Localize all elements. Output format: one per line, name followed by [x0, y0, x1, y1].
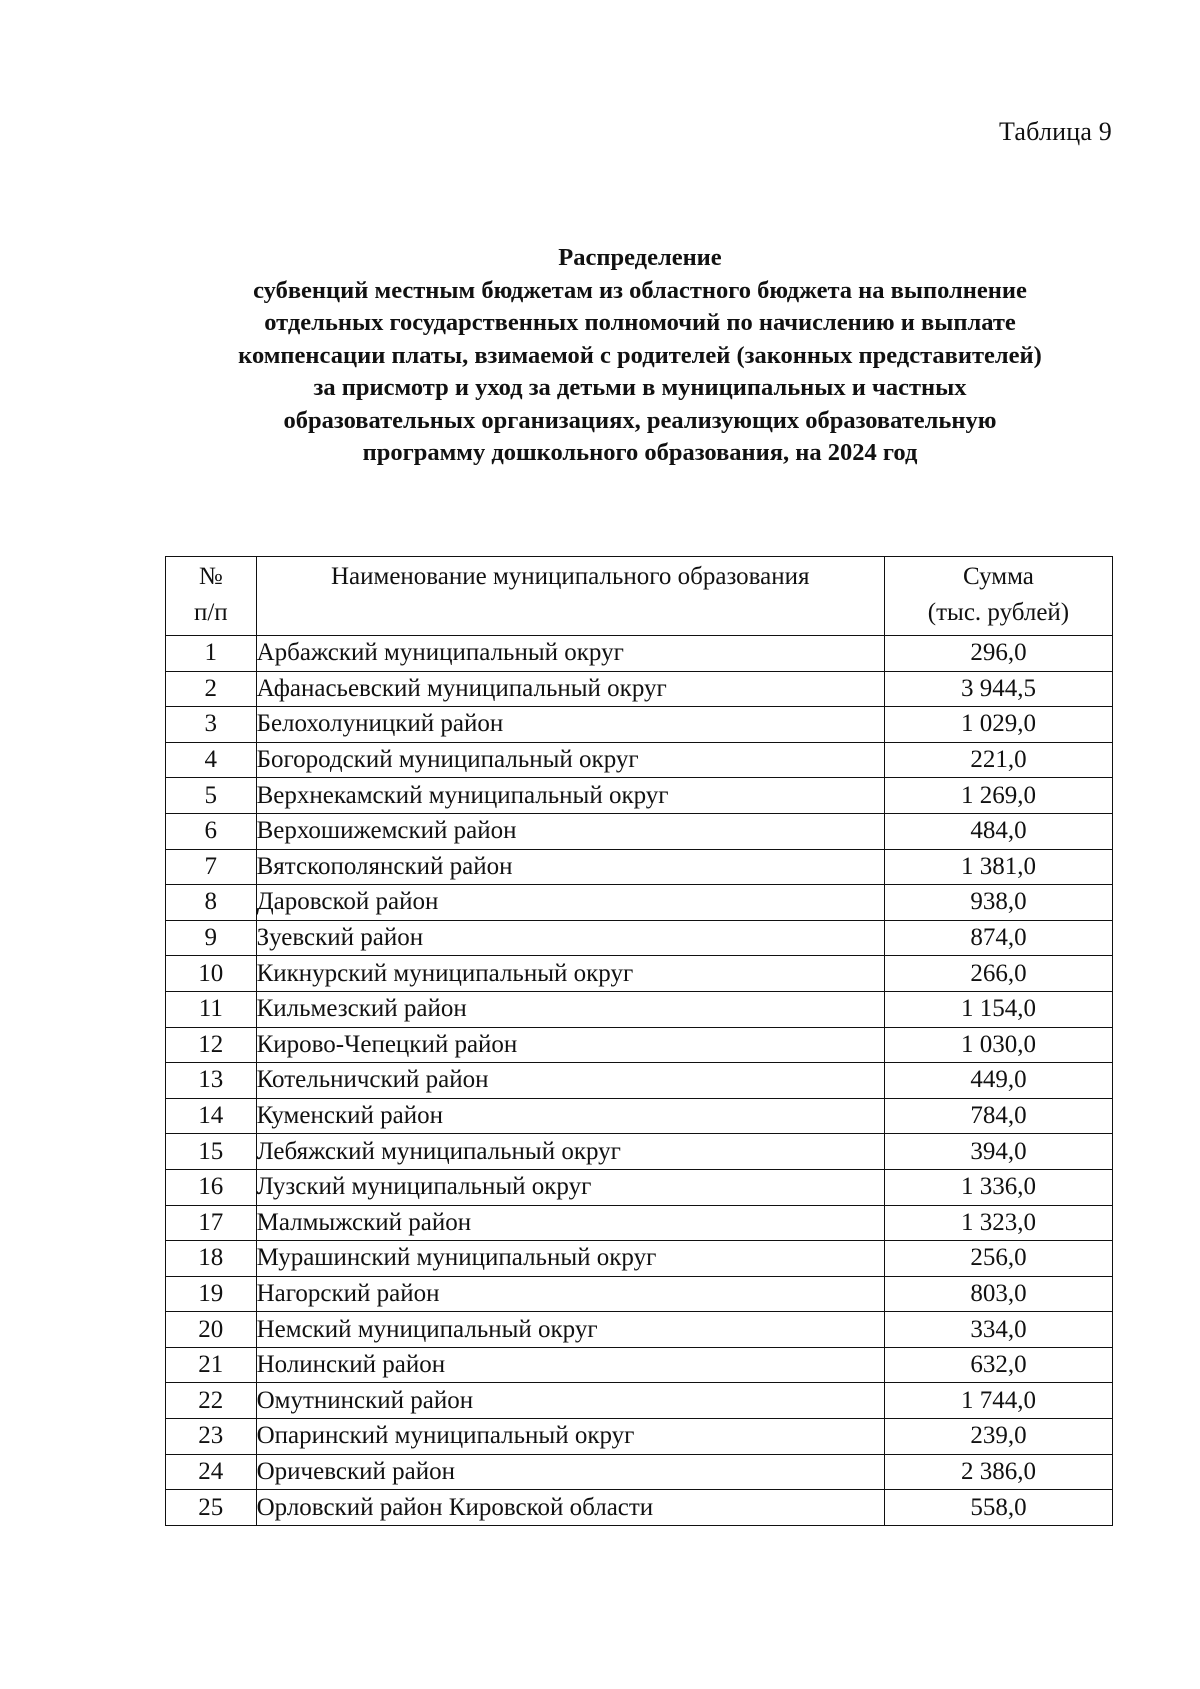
table-row — [166, 1347, 1113, 1383]
row-sum-cell: 1 154,0 — [884, 991, 1112, 1027]
row-number-cell: 3 — [166, 707, 257, 743]
row-sum-cell: 484,0 — [884, 813, 1112, 849]
heading-line: за присмотр и уход за детьми в муниципальных и частных — [313, 374, 967, 401]
row-number-cell: 5 — [166, 778, 257, 814]
heading-line: образовательных организациях, реализующих образовательную — [283, 406, 997, 434]
row-number-cell: 8 — [166, 885, 257, 921]
row-sum-cell: 394,0 — [884, 1134, 1112, 1170]
row-number-cell: 19 — [166, 1276, 257, 1312]
row-sum-cell: 938,0 — [884, 885, 1112, 921]
table-row — [166, 671, 1113, 707]
row-sum-cell: 1 269,0 — [884, 778, 1112, 814]
row-sum-cell: 558,0 — [884, 1490, 1112, 1526]
row-sum-cell: 256,0 — [884, 1241, 1112, 1277]
row-sum-cell: 239,0 — [884, 1419, 1112, 1455]
table-row — [166, 742, 1113, 778]
row-number-cell: 9 — [166, 920, 257, 956]
row-municipality-cell: Верхошижемский район — [256, 813, 884, 849]
row-municipality-cell: Нолинский район — [256, 1347, 884, 1383]
document-heading — [120, 242, 1160, 470]
row-sum-cell: 1 323,0 — [884, 1205, 1112, 1241]
row-sum-cell: 449,0 — [884, 1063, 1112, 1099]
row-sum-cell: 1 381,0 — [884, 849, 1112, 885]
row-number-cell: 7 — [166, 849, 257, 885]
row-sum-cell: 334,0 — [884, 1312, 1112, 1348]
heading-line: программу дошкольного образования, на 2024 год — [362, 439, 918, 466]
table-row — [166, 813, 1113, 849]
header-sum — [884, 557, 1112, 636]
row-municipality-cell: Куменский район — [256, 1098, 884, 1134]
row-number-cell: 13 — [166, 1063, 257, 1099]
header-number-line1: № — [198, 563, 223, 590]
row-number-cell: 17 — [166, 1205, 257, 1241]
row-municipality-cell: Котельничский район — [256, 1063, 884, 1099]
row-municipality-cell: Нагорский район — [256, 1276, 884, 1312]
row-municipality-cell: Лузский муниципальный округ — [256, 1169, 884, 1205]
row-number-cell: 14 — [166, 1098, 257, 1134]
row-municipality-cell: Кирово-Чепецкий район — [256, 1027, 884, 1063]
row-sum-cell: 3 944,5 — [884, 671, 1112, 707]
header-number — [166, 557, 257, 636]
row-municipality-cell: Немский муниципальный округ — [256, 1312, 884, 1348]
subsidy-distribution-table — [165, 556, 1113, 1526]
header-sum-line1: Сумма — [963, 563, 1034, 590]
row-number-cell: 22 — [166, 1383, 257, 1419]
row-municipality-cell: Зуевский район — [256, 920, 884, 956]
row-number-cell: 10 — [166, 956, 257, 992]
row-municipality-cell: Арбажский муниципальный округ — [256, 636, 884, 672]
row-sum-cell: 784,0 — [884, 1098, 1112, 1134]
row-number-cell: 25 — [166, 1490, 257, 1526]
row-number-cell: 24 — [166, 1454, 257, 1490]
table-row — [166, 1312, 1113, 1348]
table-row — [166, 1134, 1113, 1170]
row-sum-cell: 1 029,0 — [884, 707, 1112, 743]
table-number-label: Таблица 9 — [999, 117, 1112, 146]
row-number-cell: 6 — [166, 813, 257, 849]
row-municipality-cell: Оричевский район — [256, 1454, 884, 1490]
row-sum-cell: 296,0 — [884, 636, 1112, 672]
table-body — [166, 636, 1113, 1526]
table-row — [166, 991, 1113, 1027]
row-municipality-cell: Мурашинский муниципальный округ — [256, 1241, 884, 1277]
table-row — [166, 1063, 1113, 1099]
row-sum-cell: 874,0 — [884, 920, 1112, 956]
table-row — [166, 1419, 1113, 1455]
table-row — [166, 885, 1113, 921]
row-municipality-cell: Богородский муниципальный округ — [256, 742, 884, 778]
table-row — [166, 1276, 1113, 1312]
row-sum-cell: 632,0 — [884, 1347, 1112, 1383]
heading-line: Распределение — [558, 244, 722, 271]
row-sum-cell: 1 336,0 — [884, 1169, 1112, 1205]
table-row — [166, 1241, 1113, 1277]
row-number-cell: 23 — [166, 1419, 257, 1455]
row-number-cell: 15 — [166, 1134, 257, 1170]
table-row — [166, 1027, 1113, 1063]
table-row — [166, 1454, 1113, 1490]
row-municipality-cell: Опаринский муниципальный округ — [256, 1419, 884, 1455]
header-number-line2: п/п — [193, 599, 228, 626]
row-sum-cell: 1 744,0 — [884, 1383, 1112, 1419]
row-municipality-cell: Кильмезский район — [256, 991, 884, 1027]
heading-line: отдельных государственных полномочий по начислению и выплате — [264, 309, 1016, 336]
table-row — [166, 1098, 1113, 1134]
table-row — [166, 1169, 1113, 1205]
table-row — [166, 636, 1113, 672]
row-number-cell: 11 — [166, 991, 257, 1027]
row-municipality-cell: Кикнурский муниципальный округ — [256, 956, 884, 992]
row-municipality-cell: Омутнинский район — [256, 1383, 884, 1419]
row-municipality-cell: Верхнекамский муниципальный округ — [256, 778, 884, 814]
row-sum-cell: 221,0 — [884, 742, 1112, 778]
row-municipality-cell: Орловский район Кировской области — [256, 1490, 884, 1526]
table-row — [166, 707, 1113, 743]
table-row — [166, 920, 1113, 956]
row-municipality-cell: Даровской район — [256, 885, 884, 921]
row-sum-cell: 803,0 — [884, 1276, 1112, 1312]
table-row — [166, 778, 1113, 814]
table-row — [166, 849, 1113, 885]
row-municipality-cell: Вятскополянский район — [256, 849, 884, 885]
row-number-cell: 21 — [166, 1347, 257, 1383]
row-number-cell: 1 — [166, 636, 257, 672]
row-number-cell: 18 — [166, 1241, 257, 1277]
row-municipality-cell: Белохолуницкий район — [256, 707, 884, 743]
row-number-cell: 2 — [166, 671, 257, 707]
row-municipality-cell: Лебяжский муниципальный округ — [256, 1134, 884, 1170]
row-number-cell: 4 — [166, 742, 257, 778]
table-row — [166, 1205, 1113, 1241]
table-row — [166, 1383, 1113, 1419]
row-municipality-cell: Малмыжский район — [256, 1205, 884, 1241]
row-sum-cell: 1 030,0 — [884, 1027, 1112, 1063]
heading-line: компенсации платы, взимаемой с родителей (законных представителей) — [238, 341, 1042, 369]
header-sum-line2: (тыс. рублей) — [927, 599, 1070, 626]
row-number-cell: 12 — [166, 1027, 257, 1063]
header-municipality-name: Наименование муниципального образования — [256, 557, 884, 636]
heading-line: субвенций местным бюджетам из областного бюджета на выполнение — [253, 276, 1027, 304]
row-sum-cell: 2 386,0 — [884, 1454, 1112, 1490]
row-municipality-cell: Афанасьевский муниципальный округ — [256, 671, 884, 707]
row-number-cell: 16 — [166, 1169, 257, 1205]
row-number-cell: 20 — [166, 1312, 257, 1348]
table-row — [166, 1490, 1113, 1526]
table-row — [166, 956, 1113, 992]
row-sum-cell: 266,0 — [884, 956, 1112, 992]
table-header-row — [166, 557, 1113, 636]
